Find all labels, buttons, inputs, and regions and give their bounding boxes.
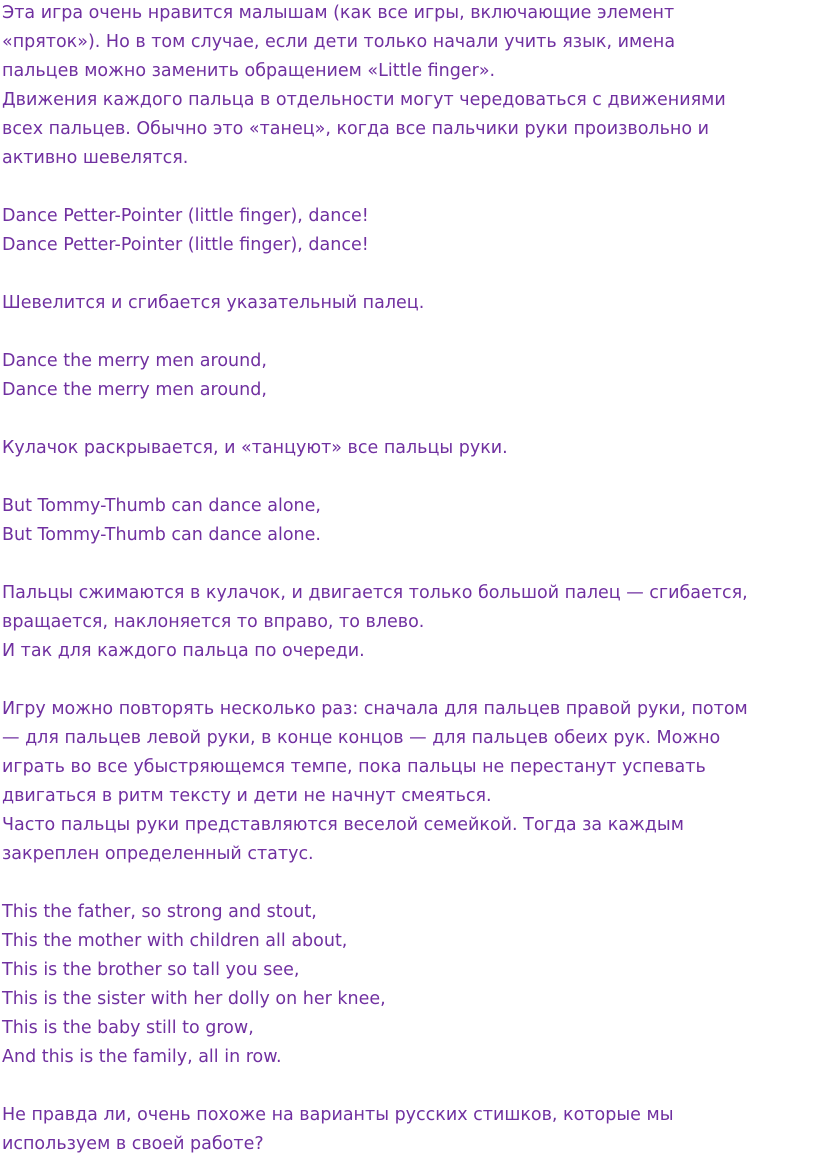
rhyme-line: Dance Petter-Pointer (little finger), dance! bbox=[2, 235, 369, 255]
instruction-paragraph bbox=[2, 579, 816, 666]
rhyme-line: This is the sister with her dolly on her knee, bbox=[2, 989, 386, 1009]
intro-paragraph bbox=[2, 0, 816, 173]
text-line: И так для каждого пальца по очереди. bbox=[2, 641, 365, 661]
description-paragraph bbox=[2, 695, 816, 869]
paragraph-gap bbox=[2, 318, 816, 347]
text-line: двигаться в ритм тексту и дети не начнут смеяться. bbox=[2, 786, 492, 806]
paragraph-gap bbox=[2, 666, 816, 695]
paragraph-gap bbox=[2, 173, 816, 202]
paragraph-gap bbox=[2, 550, 816, 579]
rhyme-verse bbox=[2, 492, 816, 550]
text-line: пальцев можно заменить обращением «Little finger». bbox=[2, 61, 496, 81]
rhyme-verse bbox=[2, 202, 816, 260]
text-line: закреплен определенный статус. bbox=[2, 844, 314, 864]
rhyme-line: Dance the merry men around, bbox=[2, 380, 267, 400]
rhyme-line: This is the brother so tall you see, bbox=[2, 960, 300, 980]
text-line: всех пальцев. Обычно это «танец», когда все пальчики руки произвольно и bbox=[2, 119, 709, 139]
rhyme-line: And this is the family, all in row. bbox=[2, 1047, 282, 1067]
text-line: Эта игра очень нравится малышам (как все игры, включающие элемент bbox=[2, 3, 675, 23]
text-line: «пряток»). Но в том случае, если дети только начали учить язык, имена bbox=[2, 32, 676, 52]
paragraph-gap bbox=[2, 463, 816, 492]
closing-paragraph bbox=[2, 1101, 816, 1159]
text-line: используем в своей работе? bbox=[2, 1134, 264, 1154]
text-line: Кулачок раскрывается, и «танцуют» все пальцы руки. bbox=[2, 438, 508, 458]
rhyme-line: This the mother with children all about, bbox=[2, 931, 348, 951]
text-line: Часто пальцы руки представляются веселой семейкой. Тогда за каждым bbox=[2, 815, 684, 835]
paragraph-gap bbox=[2, 260, 816, 289]
rhyme-line: But Tommy-Thumb can dance alone, bbox=[2, 496, 321, 516]
text-line: играть во все убыстряющемся темпе, пока пальцы не перестанут успевать bbox=[2, 757, 706, 777]
rhyme-line: This the father, so strong and stout, bbox=[2, 902, 317, 922]
paragraph-gap bbox=[2, 869, 816, 898]
text-line: Игру можно повторять несколько раз: сначала для пальцев правой руки, потом bbox=[2, 699, 748, 719]
instruction-paragraph bbox=[2, 434, 816, 463]
rhyme-line: Dance the merry men around, bbox=[2, 351, 267, 371]
rhyme-line: But Tommy-Thumb can dance alone. bbox=[2, 525, 321, 545]
text-line: Не правда ли, очень похоже на варианты русских стишков, которые мы bbox=[2, 1105, 674, 1125]
paragraph-gap bbox=[2, 405, 816, 434]
family-rhyme bbox=[2, 898, 816, 1072]
text-line: — для пальцев левой руки, в конце концов — для пальцев обеих рук. Можно bbox=[2, 728, 721, 748]
text-line: Шевелится и сгибается указательный палец. bbox=[2, 293, 425, 313]
paragraph-gap bbox=[2, 1072, 816, 1101]
rhyme-line: Dance Petter-Pointer (little finger), dance! bbox=[2, 206, 369, 226]
instruction-paragraph bbox=[2, 289, 816, 318]
text-line: Движения каждого пальца в отдельности могут чередоваться с движениями bbox=[2, 90, 726, 110]
rhyme-verse bbox=[2, 347, 816, 405]
rhyme-line: This is the baby still to grow, bbox=[2, 1018, 254, 1038]
text-line: Пальцы сжимаются в кулачок, и двигается только большой палец — сгибается, bbox=[2, 583, 748, 603]
text-line: активно шевелятся. bbox=[2, 148, 189, 168]
text-line: вращается, наклоняется то вправо, то влево. bbox=[2, 612, 425, 632]
